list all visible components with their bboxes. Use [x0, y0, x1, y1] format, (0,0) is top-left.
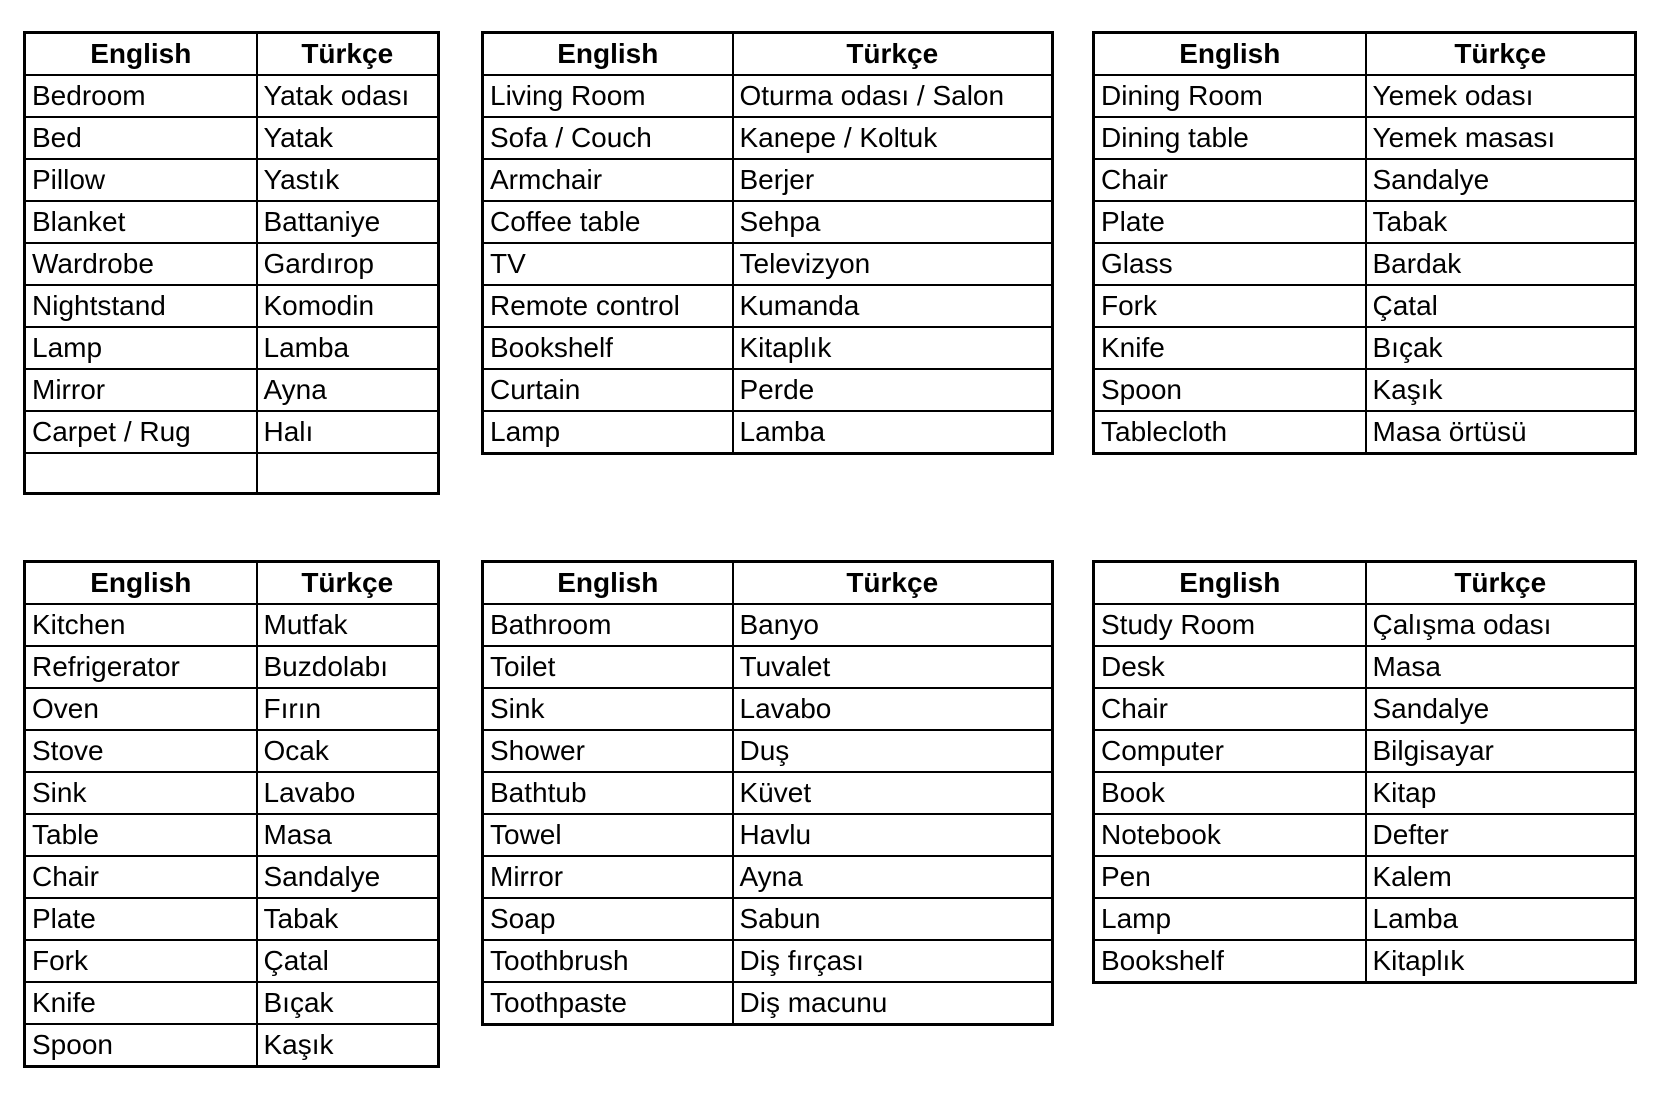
turkish-cell: Yemek masası: [1366, 117, 1636, 159]
vocab-table-kitchen: [23, 560, 440, 1068]
table-row: [25, 856, 439, 898]
table-row: [483, 159, 1053, 201]
turkish-cell: Kitaplık: [1366, 940, 1636, 983]
english-cell: Study Room: [1094, 604, 1366, 646]
turkish-cell: Masa örtüsü: [1366, 411, 1636, 454]
turkish-cell: Yastık: [257, 159, 439, 201]
english-cell: Computer: [1094, 730, 1366, 772]
table-row: [483, 285, 1053, 327]
turkish-cell: Tabak: [257, 898, 439, 940]
turkish-cell: Bardak: [1366, 243, 1636, 285]
english-cell: Carpet / Rug: [25, 411, 257, 453]
vocab-table-living-room: [481, 31, 1054, 455]
table-row: [25, 604, 439, 646]
english-cell: Bookshelf: [1094, 940, 1366, 983]
table-row: [25, 285, 439, 327]
table-row: [483, 75, 1053, 117]
turkish-cell: Kaşık: [1366, 369, 1636, 411]
header-row: [1094, 33, 1636, 76]
english-cell: Mirror: [25, 369, 257, 411]
table-row: [25, 940, 439, 982]
turkish-cell: Sehpa: [733, 201, 1053, 243]
turkish-cell: Masa: [1366, 646, 1636, 688]
table-row: [483, 688, 1053, 730]
english-cell: Curtain: [483, 369, 733, 411]
table-row: [483, 243, 1053, 285]
table-row: [25, 730, 439, 772]
column-header-english: English: [483, 33, 733, 76]
table-row: [25, 243, 439, 285]
turkish-cell: Perde: [733, 369, 1053, 411]
turkish-cell: Duş: [733, 730, 1053, 772]
english-cell: Knife: [1094, 327, 1366, 369]
table-row: [483, 201, 1053, 243]
turkish-cell: Bıçak: [1366, 327, 1636, 369]
table-row: [1094, 411, 1636, 454]
header-row: [1094, 562, 1636, 605]
english-cell: Toilet: [483, 646, 733, 688]
turkish-cell: Diş fırçası: [733, 940, 1053, 982]
turkish-cell: Kanepe / Koltuk: [733, 117, 1053, 159]
table-row: [483, 940, 1053, 982]
turkish-cell: Tabak: [1366, 201, 1636, 243]
table-row: [25, 159, 439, 201]
english-cell: Plate: [25, 898, 257, 940]
turkish-cell: Halı: [257, 411, 439, 453]
table-row: [1094, 772, 1636, 814]
english-cell: Lamp: [483, 411, 733, 454]
table-row: [25, 646, 439, 688]
english-cell: Fork: [25, 940, 257, 982]
column-header-turkish: Türkçe: [1366, 562, 1636, 605]
english-cell: Mirror: [483, 856, 733, 898]
turkish-cell: Çatal: [1366, 285, 1636, 327]
table-row: [1094, 369, 1636, 411]
table-row: [25, 772, 439, 814]
turkish-cell: Komodin: [257, 285, 439, 327]
turkish-cell: Oturma odası / Salon: [733, 75, 1053, 117]
english-cell: Blanket: [25, 201, 257, 243]
table-row: [483, 117, 1053, 159]
turkish-cell: Televizyon: [733, 243, 1053, 285]
english-cell: Spoon: [25, 1024, 257, 1067]
turkish-cell: Masa: [257, 814, 439, 856]
table-row: [483, 730, 1053, 772]
english-cell: Plate: [1094, 201, 1366, 243]
english-cell: TV: [483, 243, 733, 285]
turkish-cell: Kitap: [1366, 772, 1636, 814]
vocab-table-study-room: [1092, 560, 1637, 984]
english-cell: Sofa / Couch: [483, 117, 733, 159]
turkish-cell: Kaşık: [257, 1024, 439, 1067]
english-cell: Notebook: [1094, 814, 1366, 856]
table-row: [483, 327, 1053, 369]
english-cell: Dining Room: [1094, 75, 1366, 117]
table-row: [483, 982, 1053, 1025]
header-row: [483, 33, 1053, 76]
english-cell: Bedroom: [25, 75, 257, 117]
table-row: [25, 982, 439, 1024]
turkish-cell: Sandalye: [257, 856, 439, 898]
english-cell: Desk: [1094, 646, 1366, 688]
english-cell: Knife: [25, 982, 257, 1024]
turkish-cell: Mutfak: [257, 604, 439, 646]
turkish-cell: Havlu: [733, 814, 1053, 856]
turkish-cell: Sandalye: [1366, 159, 1636, 201]
turkish-cell: Gardırop: [257, 243, 439, 285]
table-row: [1094, 730, 1636, 772]
table-row: [25, 411, 439, 453]
table-row: [483, 772, 1053, 814]
english-cell: Bathroom: [483, 604, 733, 646]
english-cell: Remote control: [483, 285, 733, 327]
turkish-cell: Lamba: [733, 411, 1053, 454]
english-cell: Soap: [483, 898, 733, 940]
english-cell: Pen: [1094, 856, 1366, 898]
english-cell: Tablecloth: [1094, 411, 1366, 454]
table-row: [483, 369, 1053, 411]
table-row: [1094, 646, 1636, 688]
turkish-cell: Kitaplık: [733, 327, 1053, 369]
table-row: [1094, 856, 1636, 898]
table-row: [1094, 940, 1636, 983]
table-row: [25, 201, 439, 243]
english-cell: Oven: [25, 688, 257, 730]
turkish-cell: Lamba: [257, 327, 439, 369]
table-row: [25, 117, 439, 159]
turkish-cell: Çalışma odası: [1366, 604, 1636, 646]
turkish-cell: Bilgisayar: [1366, 730, 1636, 772]
english-cell: Coffee table: [483, 201, 733, 243]
turkish-cell: Yatak: [257, 117, 439, 159]
english-cell: Stove: [25, 730, 257, 772]
turkish-cell: Bıçak: [257, 982, 439, 1024]
table-row: [25, 688, 439, 730]
english-cell: Sink: [25, 772, 257, 814]
table-row: [1094, 898, 1636, 940]
column-header-english: English: [25, 33, 257, 76]
column-header-turkish: Türkçe: [257, 33, 439, 76]
table-row: [25, 1024, 439, 1067]
turkish-cell: Buzdolabı: [257, 646, 439, 688]
english-cell: Armchair: [483, 159, 733, 201]
english-cell: Shower: [483, 730, 733, 772]
table-row: [483, 646, 1053, 688]
table-row: [25, 814, 439, 856]
header-row: [25, 33, 439, 76]
table-row: [25, 75, 439, 117]
table-row: [483, 814, 1053, 856]
english-cell: Spoon: [1094, 369, 1366, 411]
english-cell: Fork: [1094, 285, 1366, 327]
column-header-turkish: Türkçe: [733, 33, 1053, 76]
column-header-english: English: [1094, 33, 1366, 76]
turkish-cell: Çatal: [257, 940, 439, 982]
turkish-cell: Küvet: [733, 772, 1053, 814]
english-cell: Towel: [483, 814, 733, 856]
english-cell: Dining table: [1094, 117, 1366, 159]
english-cell: Bed: [25, 117, 257, 159]
english-cell: Bookshelf: [483, 327, 733, 369]
turkish-cell: Fırın: [257, 688, 439, 730]
column-header-turkish: Türkçe: [257, 562, 439, 605]
turkish-cell: Kumanda: [733, 285, 1053, 327]
table-row: [483, 898, 1053, 940]
table-row: [25, 327, 439, 369]
english-cell: Book: [1094, 772, 1366, 814]
turkish-cell: Berjer: [733, 159, 1053, 201]
english-cell: Lamp: [1094, 898, 1366, 940]
turkish-cell: Ayna: [733, 856, 1053, 898]
english-cell: Chair: [1094, 688, 1366, 730]
table-row: [25, 898, 439, 940]
table-row: [25, 453, 439, 493]
turkish-cell: Ayna: [257, 369, 439, 411]
turkish-cell: Diş macunu: [733, 982, 1053, 1025]
english-cell: Pillow: [25, 159, 257, 201]
turkish-cell: Ocak: [257, 730, 439, 772]
turkish-cell: Banyo: [733, 604, 1053, 646]
english-cell: Glass: [1094, 243, 1366, 285]
column-header-turkish: Türkçe: [733, 562, 1053, 605]
header-row: [483, 562, 1053, 605]
english-cell: Kitchen: [25, 604, 257, 646]
table-row: [1094, 814, 1636, 856]
table-row: [1094, 75, 1636, 117]
english-cell: Nightstand: [25, 285, 257, 327]
turkish-cell: [257, 453, 439, 493]
table-row: [483, 411, 1053, 454]
turkish-cell: Lamba: [1366, 898, 1636, 940]
english-cell: Toothpaste: [483, 982, 733, 1025]
turkish-cell: Tuvalet: [733, 646, 1053, 688]
table-row: [25, 369, 439, 411]
table-row: [1094, 688, 1636, 730]
header-row: [25, 562, 439, 605]
english-cell: Bathtub: [483, 772, 733, 814]
table-row: [483, 604, 1053, 646]
english-cell: Wardrobe: [25, 243, 257, 285]
turkish-cell: Yemek odası: [1366, 75, 1636, 117]
english-cell: Lamp: [25, 327, 257, 369]
vocab-table-bedroom: [23, 31, 440, 495]
turkish-cell: Kalem: [1366, 856, 1636, 898]
english-cell: Table: [25, 814, 257, 856]
turkish-cell: Sabun: [733, 898, 1053, 940]
vocab-table-dining-room: [1092, 31, 1637, 455]
english-cell: Chair: [1094, 159, 1366, 201]
english-cell: [25, 453, 257, 493]
english-cell: Toothbrush: [483, 940, 733, 982]
table-row: [1094, 159, 1636, 201]
vocab-table-bathroom: [481, 560, 1054, 1026]
table-row: [1094, 117, 1636, 159]
english-cell: Sink: [483, 688, 733, 730]
table-row: [483, 856, 1053, 898]
turkish-cell: Lavabo: [257, 772, 439, 814]
english-cell: Refrigerator: [25, 646, 257, 688]
english-cell: Living Room: [483, 75, 733, 117]
turkish-cell: Sandalye: [1366, 688, 1636, 730]
table-row: [1094, 201, 1636, 243]
table-row: [1094, 327, 1636, 369]
english-cell: Chair: [25, 856, 257, 898]
turkish-cell: Defter: [1366, 814, 1636, 856]
column-header-english: English: [25, 562, 257, 605]
table-row: [1094, 285, 1636, 327]
column-header-english: English: [483, 562, 733, 605]
turkish-cell: Battaniye: [257, 201, 439, 243]
column-header-english: English: [1094, 562, 1366, 605]
column-header-turkish: Türkçe: [1366, 33, 1636, 76]
table-row: [1094, 604, 1636, 646]
turkish-cell: Yatak odası: [257, 75, 439, 117]
turkish-cell: Lavabo: [733, 688, 1053, 730]
table-row: [1094, 243, 1636, 285]
